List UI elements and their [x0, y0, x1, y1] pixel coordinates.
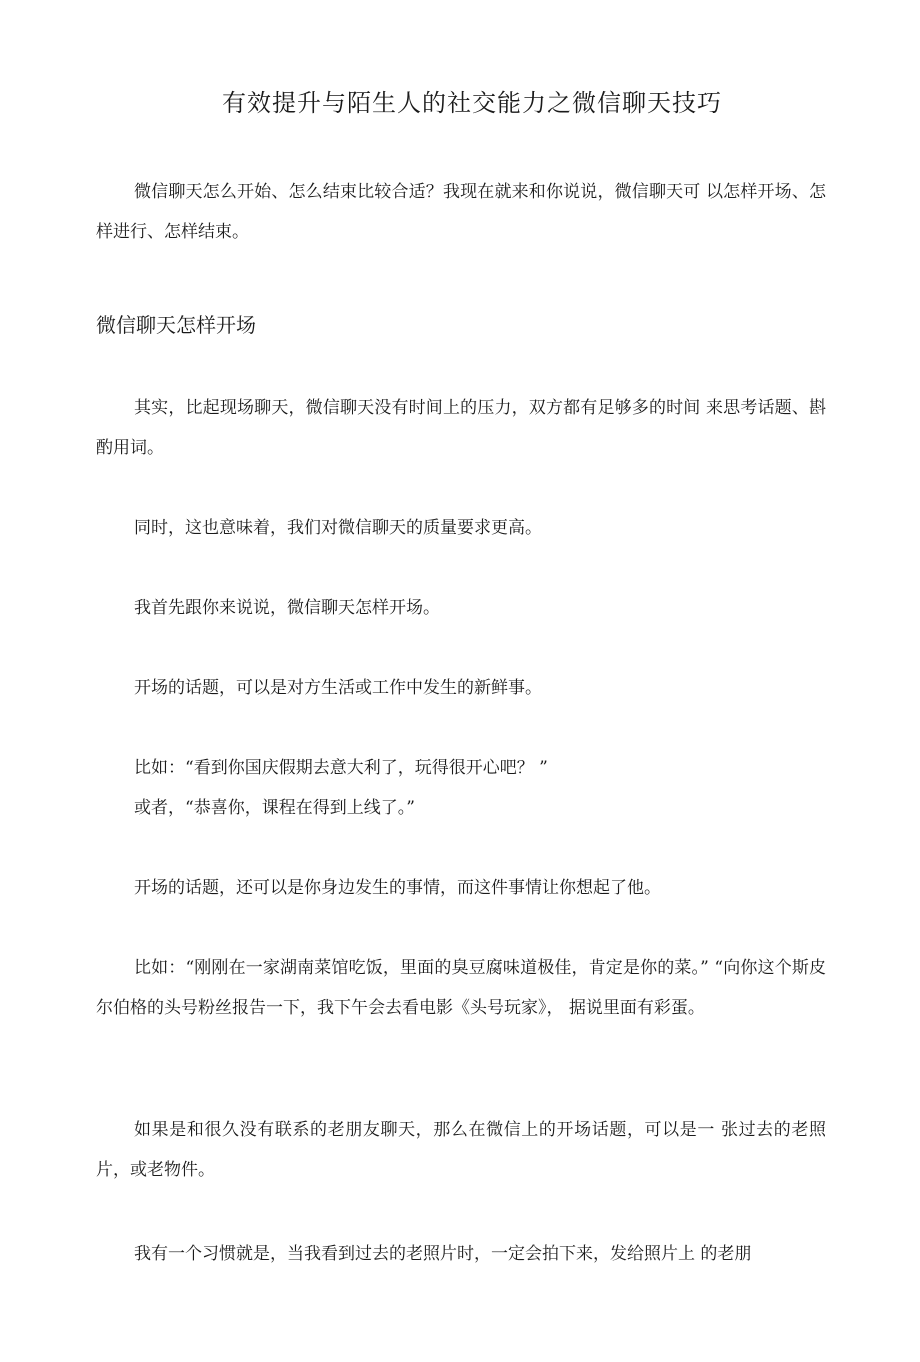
paragraph-2: 同时，这也意味着，我们对微信聊天的质量要求更高。 — [134, 518, 542, 538]
paragraph-5 — [96, 748, 826, 828]
paragraph-4: 开场的话题，可以是对方生活或工作中发生的新鲜事。 — [134, 678, 542, 698]
intro-paragraph: 微信聊天怎么开始、怎么结束比较合适？我现在就来和你说说，微信聊天可 以怎样开场、怎样进行、怎样结束。 — [96, 182, 826, 242]
paragraph-6: 开场的话题，还可以是你身边发生的事情，而这件事情让你想起了他。 — [134, 878, 661, 898]
example-line-2: 或者，“恭喜你，课程在得到上线了。” — [134, 798, 415, 818]
document-title: 有效提升与陌生人的社交能力之微信聊天技巧 — [222, 89, 722, 117]
paragraph-7: 比如：“刚刚在一家湖南菜馆吃饭，里面的臭豆腐味道极佳，肯定是你的菜。” “向你这个斯皮尔伯格的头号粉丝报告一下，我下午会去看电影《头号玩家》， 据说里面有彩蛋。 — [96, 958, 826, 1018]
paragraph-9: 我有一个习惯就是，当我看到过去的老照片时，一定会拍下来，发给照片上 的老朋 — [134, 1244, 752, 1264]
example-line-1: 比如：“看到你国庆假期去意大利了，玩得很开心吧？ ” — [134, 758, 548, 778]
paragraph-3: 我首先跟你来说说，微信聊天怎样开场。 — [134, 598, 440, 618]
section-heading: 微信聊天怎样开场 — [96, 313, 256, 337]
paragraph-8: 如果是和很久没有联系的老朋友聊天，那么在微信上的开场话题，可以是一 张过去的老照片，或老物件。 — [96, 1120, 826, 1180]
paragraph-1: 其实，比起现场聊天，微信聊天没有时间上的压力，双方都有足够多的时间 来思考话题、斟酌用词。 — [96, 398, 826, 458]
